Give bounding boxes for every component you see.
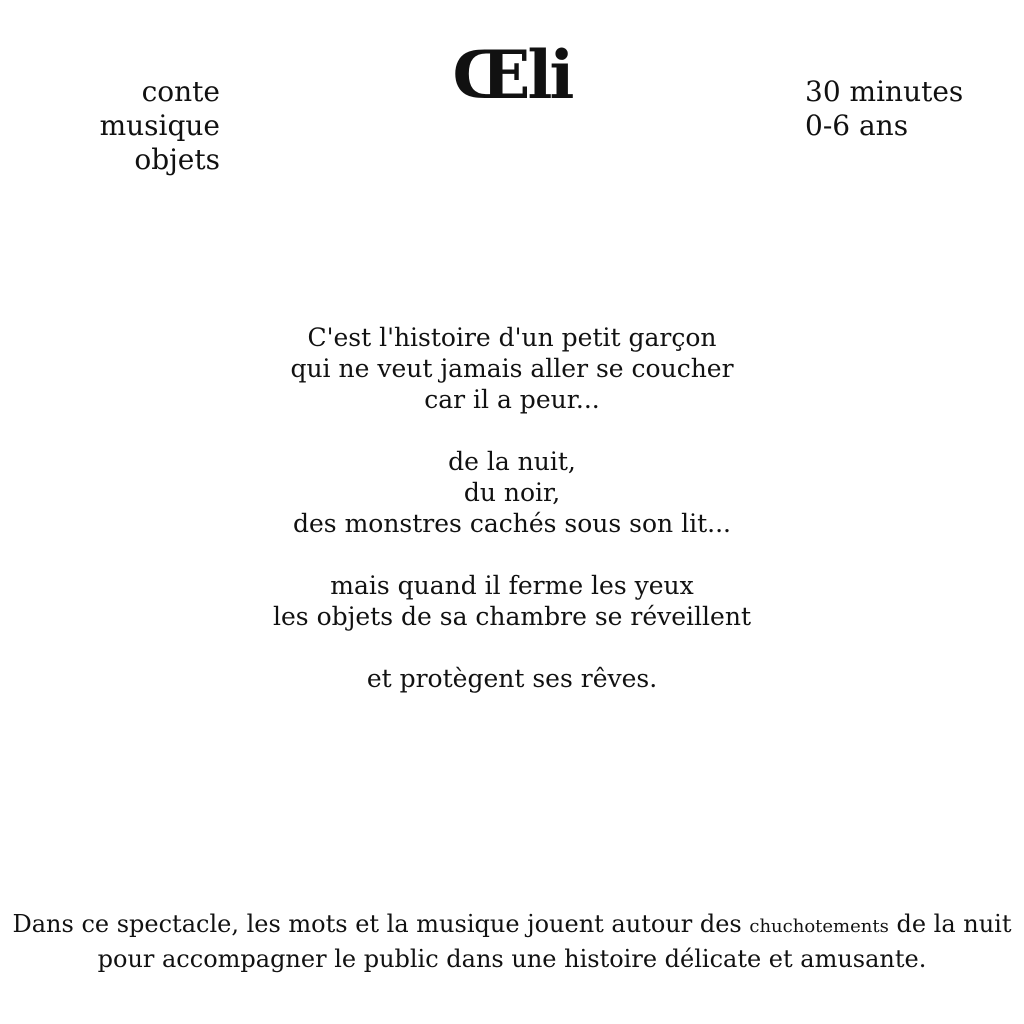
story-line: et protègent ses rêves. <box>366 664 658 693</box>
stanza-2 <box>0 446 1024 539</box>
show-info <box>805 75 1005 143</box>
tag-conte: conte <box>141 75 220 108</box>
stanza-1 <box>0 322 1024 415</box>
story-text <box>0 322 1024 694</box>
description-line-1 <box>0 908 1024 943</box>
story-line: du noir, <box>463 478 561 507</box>
stanza-3 <box>0 570 1024 632</box>
story-line: des monstres cachés sous son lit... <box>293 509 731 538</box>
story-line: car il a peur... <box>424 385 600 414</box>
description-text: Dans ce spectacle, les mots et la musique jouent autour des <box>12 910 750 938</box>
age-label: 0-6 ans <box>805 109 909 142</box>
story-line: de la nuit, <box>448 447 576 476</box>
description-small-word: chuchotements <box>749 916 889 937</box>
story-line: qui ne veut jamais aller se coucher <box>290 354 734 383</box>
story-line: C'est l'histoire d'un petit garçon <box>307 323 717 352</box>
stanza-4 <box>0 663 1024 694</box>
description-text: de la nuit <box>888 910 1012 938</box>
tag-musique: musique <box>99 109 220 142</box>
story-line: les objets de sa chambre se réveillent <box>273 602 751 631</box>
duration-label: 30 minutes <box>805 75 964 108</box>
description <box>0 908 1024 975</box>
tag-objets: objets <box>134 143 220 176</box>
page-title: Œli <box>452 36 572 114</box>
story-line: mais quand il ferme les yeux <box>330 571 694 600</box>
description-line-2: pour accompagner le public dans une histoire délicate et amusante. <box>97 945 927 973</box>
